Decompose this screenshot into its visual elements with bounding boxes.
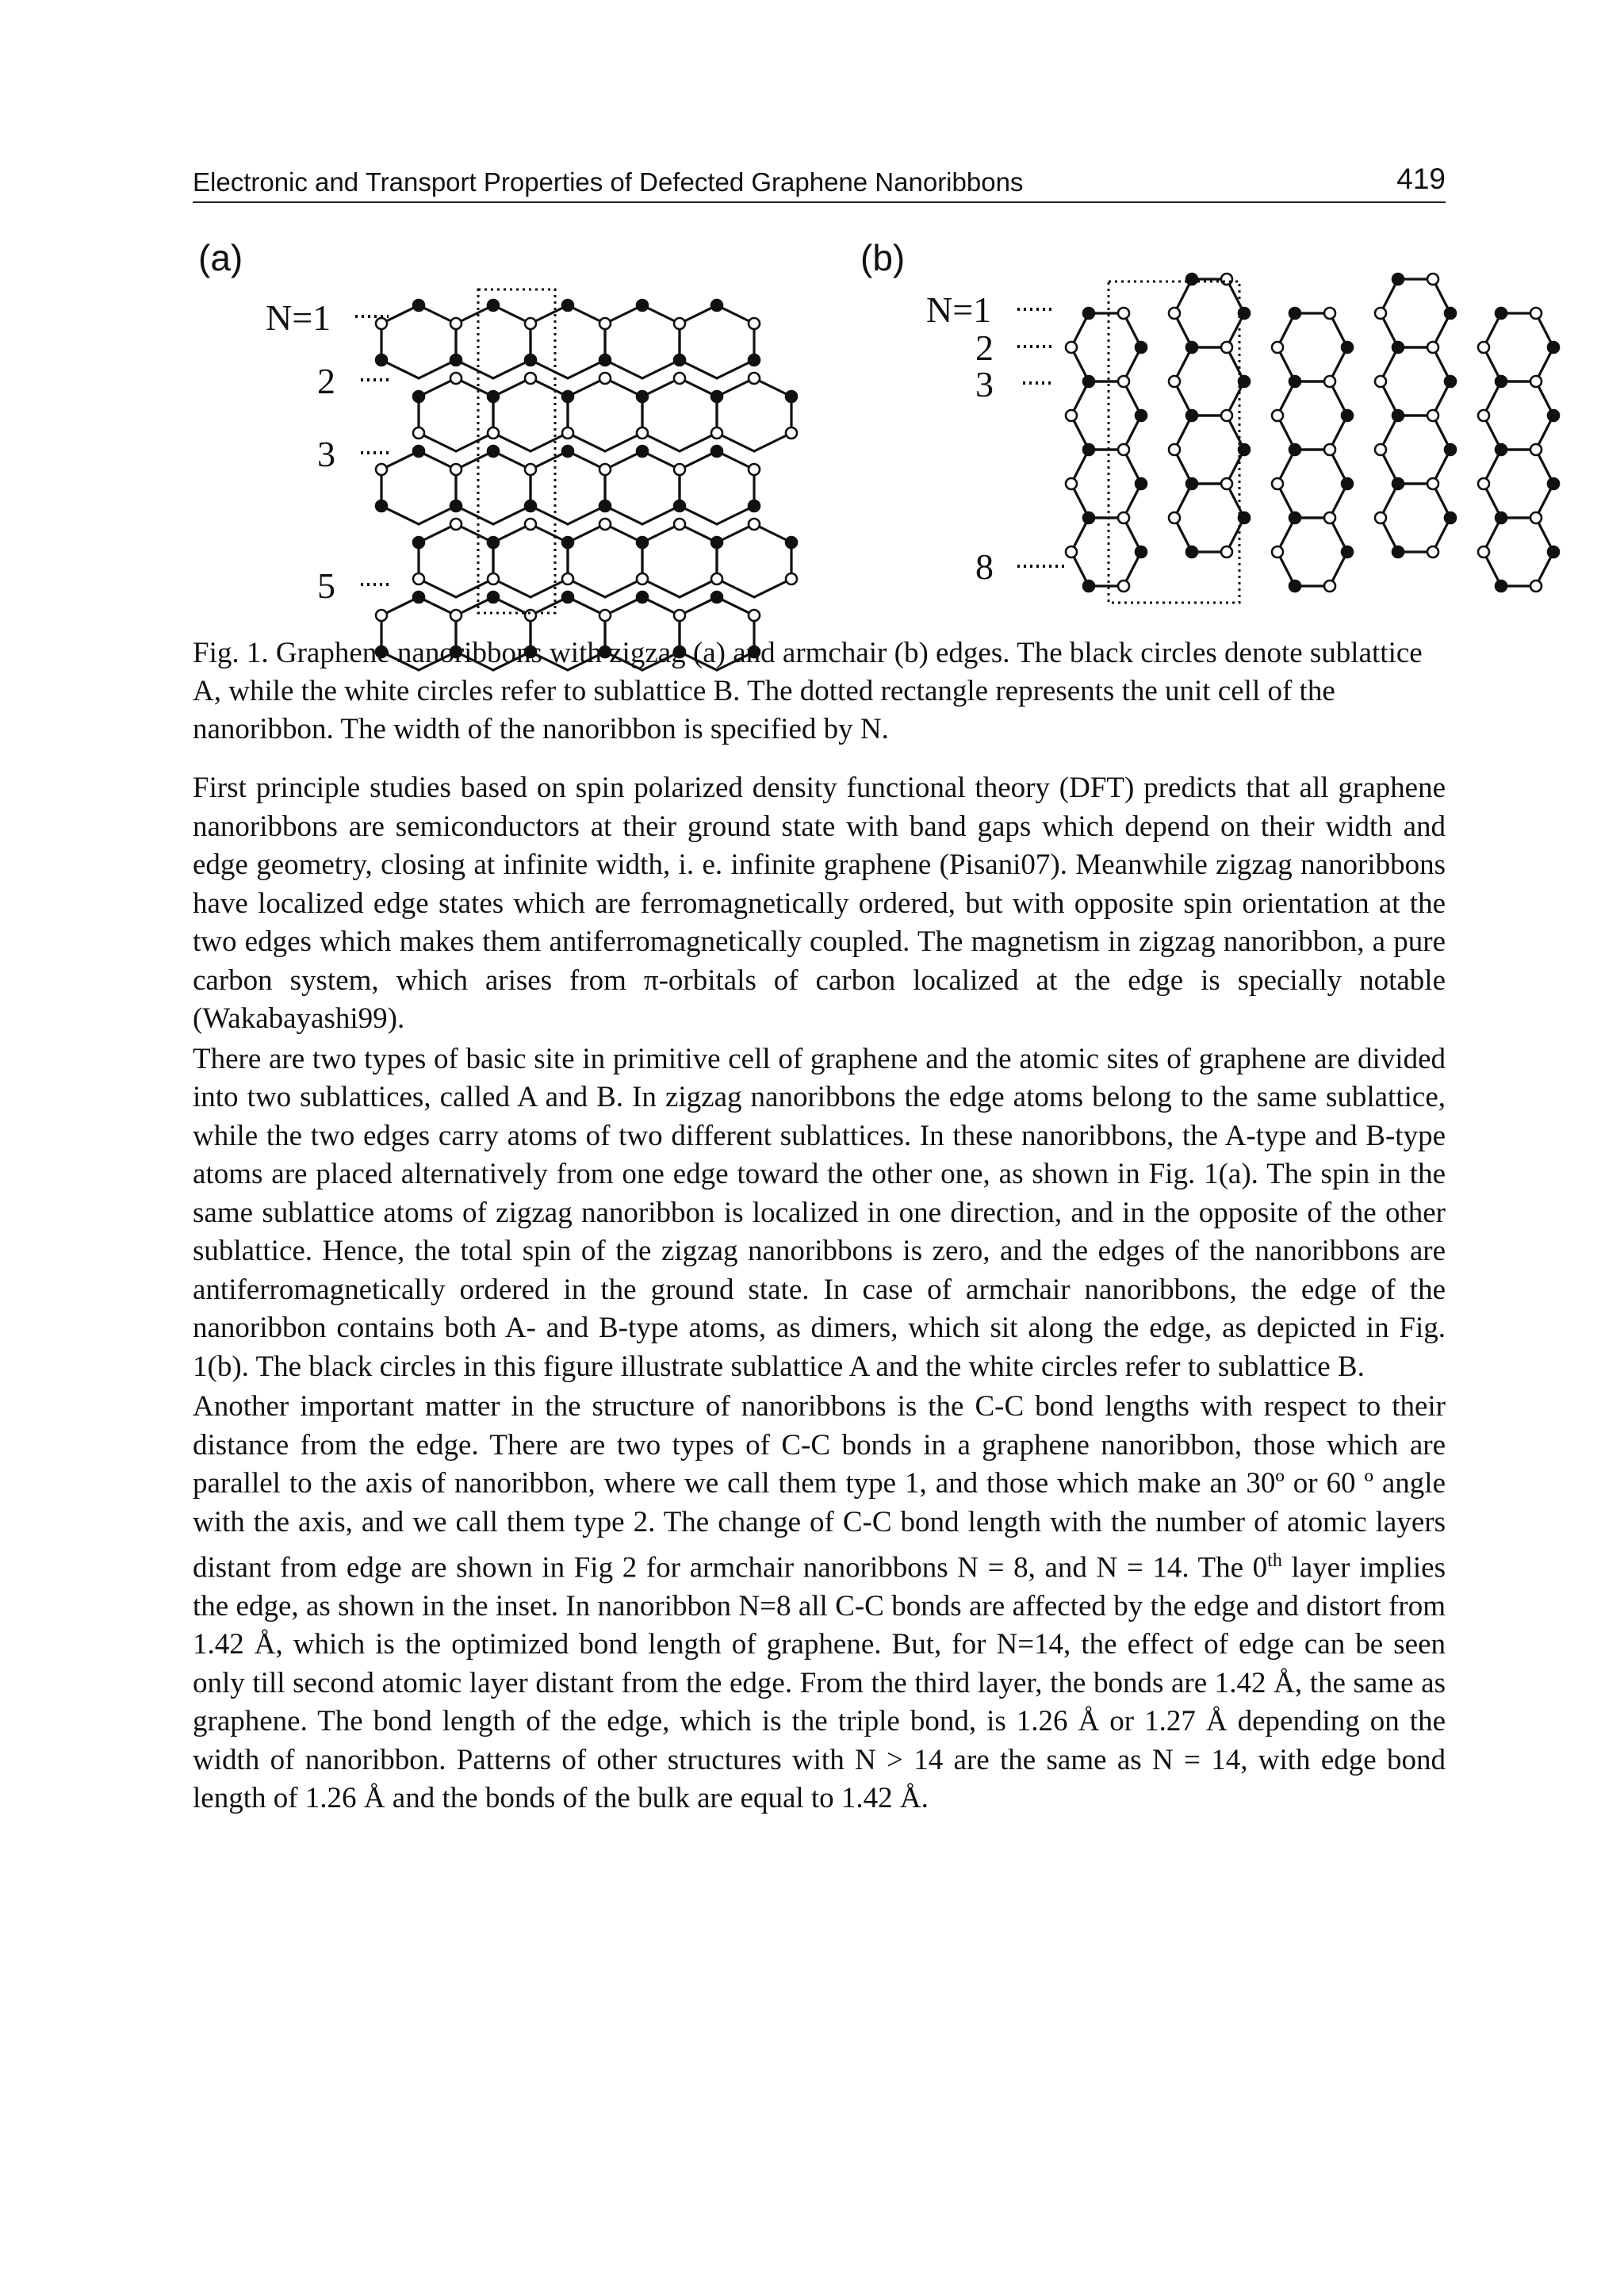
- lattice-b-atom: [1083, 444, 1094, 455]
- lattice-a-atom: [525, 354, 536, 366]
- lattice-a-atom: [749, 373, 760, 384]
- lattice-a-atom: [562, 446, 573, 457]
- lattice-a-atom: [749, 354, 760, 366]
- lattice-b-atom: [1530, 512, 1542, 523]
- lattice-b-atom: [1342, 478, 1353, 489]
- lattice-b-atom: [1478, 410, 1489, 421]
- lattice-b-atom: [1186, 342, 1197, 353]
- lattice-b-atom: [1118, 308, 1129, 319]
- lattice-b-atom: [1427, 546, 1438, 557]
- lattice-a-atom: [525, 464, 536, 475]
- lattice-a-atom: [562, 427, 573, 439]
- lattice-b-atom: [1496, 376, 1507, 387]
- lattice-b-atom: [1375, 444, 1386, 455]
- lattice-b-atom: [1375, 512, 1386, 523]
- lattice-a-atom: [525, 500, 536, 511]
- lattice-b-atom: [1272, 342, 1283, 353]
- lattice-b-atom: [1083, 580, 1094, 592]
- lattice-a-atom: [637, 537, 648, 548]
- lattice-a-atom: [711, 537, 722, 548]
- lattice-b-atom: [1186, 410, 1197, 421]
- lattice-a-atom: [786, 537, 797, 548]
- lattice-a-atom: [786, 427, 797, 439]
- lattice-a-atom: [674, 519, 685, 530]
- lattice-a-atom: [450, 519, 462, 530]
- lattice-a-atom: [674, 610, 685, 621]
- lattice-b-atom: [1496, 512, 1507, 523]
- lattice-b-atom: [1186, 546, 1197, 557]
- lattice-a-atom: [711, 573, 722, 584]
- lattice-a-atom: [450, 464, 462, 475]
- lattice-b-atom: [1066, 410, 1077, 421]
- lattice-a-atom: [376, 500, 387, 511]
- lattice-a-atom: [637, 573, 648, 584]
- panel-b-label: (b): [860, 237, 906, 278]
- panel-a-row-label-1: N=1: [266, 297, 331, 338]
- lattice-b-atom: [1392, 274, 1404, 285]
- lattice-b-atom: [1066, 546, 1077, 557]
- page-number: 419: [1396, 163, 1446, 195]
- lattice-b-atom: [1427, 274, 1438, 285]
- lattice-a-atom: [450, 318, 462, 329]
- superscript-th: th: [1267, 1550, 1282, 1571]
- graphene-lattice-figure: [0, 0, 1624, 634]
- lattice-a-atom: [674, 500, 685, 511]
- lattice-b-atom: [1324, 308, 1335, 319]
- lattice-a-atom: [674, 354, 685, 366]
- lattice-a-atom: [525, 610, 536, 621]
- lattice-b-atom: [1478, 342, 1489, 353]
- lattice-a-atom: [562, 391, 573, 402]
- lattice-a-atom: [599, 519, 611, 530]
- lattice-a-atom: [749, 464, 760, 475]
- lattice-b-atom: [1530, 376, 1542, 387]
- lattice-a-atom: [525, 373, 536, 384]
- lattice-b-atom: [1136, 410, 1147, 421]
- lattice-b-atom: [1136, 478, 1147, 489]
- lattice-a-atom: [413, 592, 424, 603]
- panel-b-row-label-8: 8: [975, 546, 994, 587]
- lattice-b-atom: [1392, 478, 1404, 489]
- lattice-a-atom: [450, 610, 462, 621]
- lattice-b-atom: [1342, 410, 1353, 421]
- lattice-b-atom: [1375, 376, 1386, 387]
- lattice-b-atom: [1496, 308, 1507, 319]
- lattice-a-atom: [488, 592, 499, 603]
- lattice-a-atom: [749, 318, 760, 329]
- paragraph-1: First principle studies based on spin polarized density functional theory (DFT) predicts that all graphene nanoribbons are semiconductors at their ground state with band gaps which depend on their width and edge geometry, closing at infinite width, i. e. infinite graphene (Pisani07). Meanwhile zigzag nanoribbons have localized edge states which are ferromagnetically ordered, but with opposite spin orientation at the two edges which makes them antiferromagnetically coupled. The magnetism in zigzag nanoribbon, a pure carbon system, which arises from π-orbitals of carbon localized at the edge is specially notable (Wakabayashi99).: [193, 772, 1446, 1035]
- lattice-a-atom: [749, 500, 760, 511]
- lattice-b-atom: [1445, 308, 1456, 319]
- lattice-b-atom: [1427, 478, 1438, 489]
- paragraph-3-part-1: Another important matter in the structure of nanoribbons is the C-C bond lengths with respect to their distance from the edge. There are two types of C-C bonds in a graphene nanoribbon, those which are parallel to the axis of nanoribbon, where we call them type 1, and those which make an 30º or 60 º angle with the axis, and we call them type 2. The change of C-C bond length with the number of atomic layers distant from edge are shown in Fig 2 for armchair nanoribbons N = 8, and N = 14. The 0: [193, 1390, 1446, 1584]
- panel-b-row-label-2: 2: [975, 328, 994, 368]
- lattice-a-atom: [488, 537, 499, 548]
- lattice-b-atom: [1272, 478, 1283, 489]
- lattice-b-atom: [1427, 410, 1438, 421]
- lattice-a-atom: [599, 318, 611, 329]
- lattice-b-atom: [1169, 308, 1180, 319]
- lattice-b-atom: [1445, 376, 1456, 387]
- lattice-a-atom: [413, 300, 424, 311]
- panel-b-row-label-3: 3: [975, 364, 994, 404]
- lattice-a-atom: [450, 373, 462, 384]
- lattice-a-atom: [413, 391, 424, 402]
- lattice-a-atom: [749, 519, 760, 530]
- lattice-a-atom: [711, 427, 722, 439]
- lattice-a-atom: [413, 427, 424, 439]
- lattice-a-atom: [637, 592, 648, 603]
- lattice-a-atom: [488, 391, 499, 402]
- lattice-a-atom: [749, 610, 760, 621]
- lattice-b-atom: [1118, 580, 1129, 592]
- panel-a-label: (a): [198, 237, 243, 278]
- lattice-a-atom: [674, 464, 685, 475]
- lattice-b-atom: [1221, 478, 1232, 489]
- lattice-a-atom: [637, 427, 648, 439]
- lattice-b-atom: [1342, 342, 1353, 353]
- lattice-a-atom: [488, 300, 499, 311]
- lattice-b-atom: [1445, 512, 1456, 523]
- lattice-a-atom: [562, 592, 573, 603]
- lattice-b-atom: [1169, 444, 1180, 455]
- lattice-a-atom: [711, 391, 722, 402]
- lattice-a-atom: [488, 427, 499, 439]
- paragraph-3: [193, 1388, 1446, 1818]
- lattice-b-atom: [1530, 444, 1542, 455]
- lattice-b-atom: [1445, 444, 1456, 455]
- lattice-b-atom: [1186, 274, 1197, 285]
- lattice-b-atom: [1221, 410, 1232, 421]
- lattice-b-atom: [1066, 342, 1077, 353]
- lattice-b-atom: [1186, 478, 1197, 489]
- lattice-b-atom: [1272, 410, 1283, 421]
- lattice-a-atom: [376, 354, 387, 366]
- lattice-a-atom: [674, 318, 685, 329]
- paragraph-2: There are two types of basic site in primitive cell of graphene and the atomic sites of graphene are divided into two sublattices, called A and B. In zigzag nanoribbons the edge atoms belong to the same sublattice, while the two edges carry atoms of two different sublattices. In these nanoribbons, the A-type and B-type atoms are placed alternatively from one edge toward the other one, as shown in Fig. 1(a). The spin in the same sublattice atoms of zigzag nanoribbon is localized in one direction, and in the opposite of the other sublattice. Hence, the total spin of the zigzag nanoribbons is zero, and the edges of the nanoribbons are antiferromagnetically ordered in the ground state. In case of armchair nanoribbons, the edge of the nanoribbon contains both A- and B-type atoms, as dimers, which sit along the edge, as depicted in Fig. 1(b). The black circles in this figure illustrate sublattice A and the white circles refer to sublattice B.: [193, 1042, 1446, 1383]
- lattice-a-atom: [599, 373, 611, 384]
- lattice-a-atom: [637, 446, 648, 457]
- lattice-a-atom: [413, 573, 424, 584]
- lattice-b-atom: [1496, 580, 1507, 592]
- lattice-a-atom: [413, 446, 424, 457]
- lattice-a-atom: [488, 446, 499, 457]
- lattice-a-atom: [450, 500, 462, 511]
- lattice-b-atom: [1289, 444, 1300, 455]
- lattice-b-atom: [1289, 512, 1300, 523]
- lattice-b-atom: [1289, 376, 1300, 387]
- lattice-b-atom: [1066, 478, 1077, 489]
- lattice-a-atom: [599, 500, 611, 511]
- lattice-b-atom: [1324, 376, 1335, 387]
- lattice-a-atom: [711, 300, 722, 311]
- figure-caption: Fig. 1. Graphene nanoribbons with zigzag (a) and armchair (b) edges. The black circles denote sublattice A, while the white circles refer to sublattice B. The dotted rectangle represents the unit cell of the nanoribbon. The width of the nanoribbon is specified by N.: [193, 637, 1423, 745]
- lattice-b-atom: [1272, 546, 1283, 557]
- lattice-b-atom: [1169, 512, 1180, 523]
- lattice-a-atom: [525, 519, 536, 530]
- lattice-b-atom: [1118, 376, 1129, 387]
- lattice-a-atom: [599, 464, 611, 475]
- lattice-b-atom: [1375, 308, 1386, 319]
- lattice-a-atom: [711, 446, 722, 457]
- lattice-a-atom: [562, 573, 573, 584]
- lattice-a-atom: [786, 573, 797, 584]
- lattice-b-atom: [1548, 410, 1559, 421]
- lattice-a-atom: [488, 573, 499, 584]
- lattice-b-atom: [1530, 580, 1542, 592]
- lattice-a-atom: [674, 373, 685, 384]
- lattice-a-atom: [786, 391, 797, 402]
- lattice-b-atom: [1118, 512, 1129, 523]
- lattice-a-atom: [376, 464, 387, 475]
- lattice-b-atom: [1136, 546, 1147, 557]
- lattice-b-atom: [1342, 546, 1353, 557]
- lattice-b-atom: [1548, 342, 1559, 353]
- lattice-b-atom: [1083, 512, 1094, 523]
- lattice-b-atom: [1289, 580, 1300, 592]
- lattice-a-atom: [599, 610, 611, 621]
- lattice-a-atom: [450, 354, 462, 366]
- lattice-a-atom: [562, 537, 573, 548]
- lattice-b-atom: [1324, 512, 1335, 523]
- lattice-a-atom: [376, 610, 387, 621]
- lattice-a-atom: [562, 300, 573, 311]
- lattice-b-atom: [1392, 410, 1404, 421]
- lattice-b-atom: [1548, 478, 1559, 489]
- lattice-a-atom: [376, 318, 387, 329]
- lattice-b-atom: [1478, 478, 1489, 489]
- lattice-a-atom: [599, 354, 611, 366]
- lattice-b-atom: [1496, 444, 1507, 455]
- lattice-a-atom: [637, 391, 648, 402]
- lattice-b-atom: [1221, 342, 1232, 353]
- lattice-b-atom: [1169, 376, 1180, 387]
- lattice-a-atom: [711, 592, 722, 603]
- lattice-b-atom: [1083, 376, 1094, 387]
- lattice-b-atom: [1136, 342, 1147, 353]
- lattice-b-atom: [1530, 308, 1542, 319]
- lattice-a-atom: [525, 318, 536, 329]
- lattice-b-atom: [1324, 580, 1335, 592]
- paragraph-3-part-2: layer implies the edge, as shown in the inset. In nanoribbon N=8 all C-C bonds are affected by the edge and distort from 1.42 Å, which is the optimized bond length of graphene. But, for N=14, the effect of edge can be seen only till second atomic layer distant from the edge. From the third layer, the bonds are 1.42 Å, the same as graphene. The bond length of the edge, which is the triple bond, is 1.26 Å or 1.27 Å depending on the width of nanoribbon. Patterns of other structures with N > 14 are the same as N = 14, with edge bond length of 1.26 Å and the bonds of the bulk are equal to 1.42 Å.: [193, 1551, 1446, 1815]
- lattice-b-atom: [1548, 546, 1559, 557]
- lattice-b-atom: [1392, 546, 1404, 557]
- panel-b-row-label-1: N=1: [926, 289, 992, 330]
- lattice-b-atom: [1427, 342, 1438, 353]
- lattice-b-atom: [1118, 444, 1129, 455]
- body-text: [193, 769, 1446, 1820]
- lattice-b-atom: [1478, 546, 1489, 557]
- panel-a-row-label-5: 5: [317, 565, 335, 606]
- lattice-b-atom: [1221, 274, 1232, 285]
- lattice-b-atom: [1221, 546, 1232, 557]
- lattice-b-atom: [1324, 444, 1335, 455]
- lattice-b-atom: [1083, 308, 1094, 319]
- lattice-b-atom: [1289, 308, 1300, 319]
- running-title: Electronic and Transport Properties of Defected Graphene Nanoribbons: [193, 167, 1024, 197]
- lattice-b-atom: [1392, 342, 1404, 353]
- panel-a-row-label-2: 2: [317, 361, 335, 401]
- panel-a-row-label-3: 3: [317, 434, 335, 474]
- lattice-a-atom: [637, 300, 648, 311]
- lattice-a-atom: [413, 537, 424, 548]
